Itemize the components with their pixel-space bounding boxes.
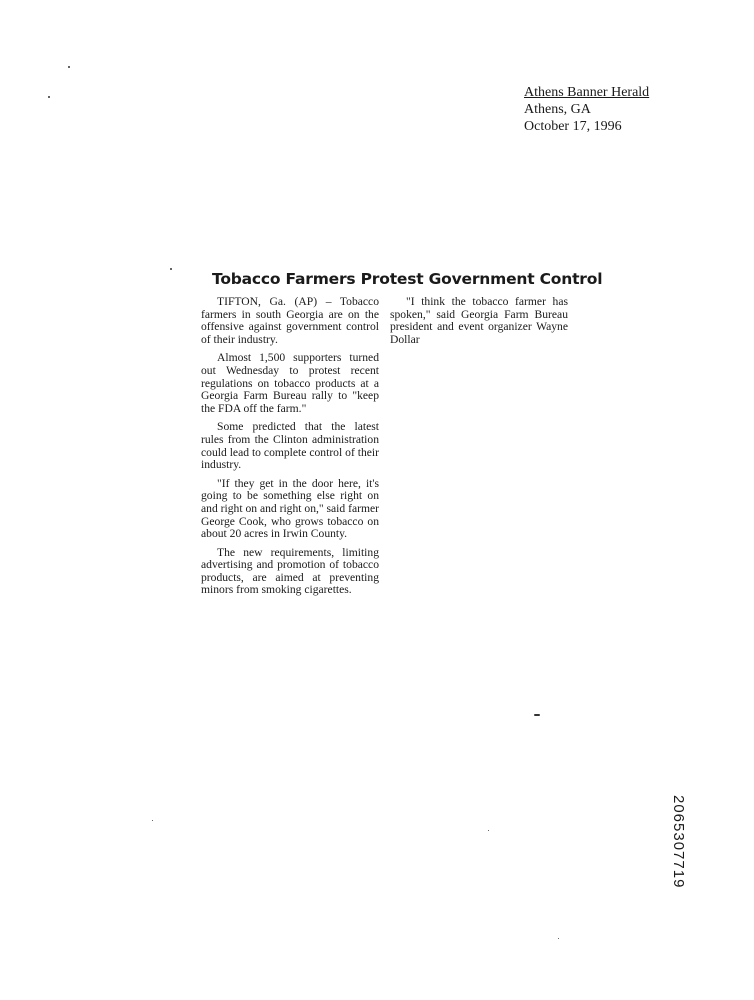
paragraph: "If they get in the door here, it's going to be something else right on and right on and right on," said farmer George Cook, who grows tobacco on about 20 acres in Irwin County. (201, 476, 379, 541)
scan-speck (68, 66, 70, 68)
paragraph: Almost 1,500 supporters turned out Wednesday to protest recent regulations on tobacco products at a Georgia Farm Bureau rally to "keep the FDA off the farm." (201, 351, 379, 415)
paragraph: TIFTON, Ga. (AP) – Tobacco farmers in south Georgia are on the offensive against government control of their industry. (201, 295, 379, 346)
newspaper-location: Athens, GA (524, 102, 591, 117)
publication-date: October 17, 1996 (524, 119, 622, 134)
scan-speck (48, 96, 50, 98)
scan-speck (170, 268, 172, 270)
scan-speck (534, 714, 540, 716)
paragraph: "I think the tobacco farmer has spoken," said Georgia Farm Bureau president and event organizer Wayne Dollar (390, 295, 568, 346)
scan-speck (152, 820, 153, 821)
article-column-2 (390, 296, 568, 346)
scan-speck (558, 938, 559, 939)
article-column-1 (201, 296, 379, 603)
source-block (524, 84, 649, 135)
article-headline: Tobacco Farmers Protest Government Control (212, 270, 603, 288)
document-id-stamp: 2065307719 (670, 795, 687, 889)
paragraph: The new requirements, limiting advertising and promotion of tobacco products, are aimed at preventing minors from smoking cigarettes. (201, 545, 379, 597)
newspaper-name: Athens Banner Herald (524, 85, 650, 100)
paragraph: Some predicted that the latest rules from the Clinton administration could lead to complete control of their industry. (201, 420, 379, 472)
scan-speck (488, 830, 489, 831)
